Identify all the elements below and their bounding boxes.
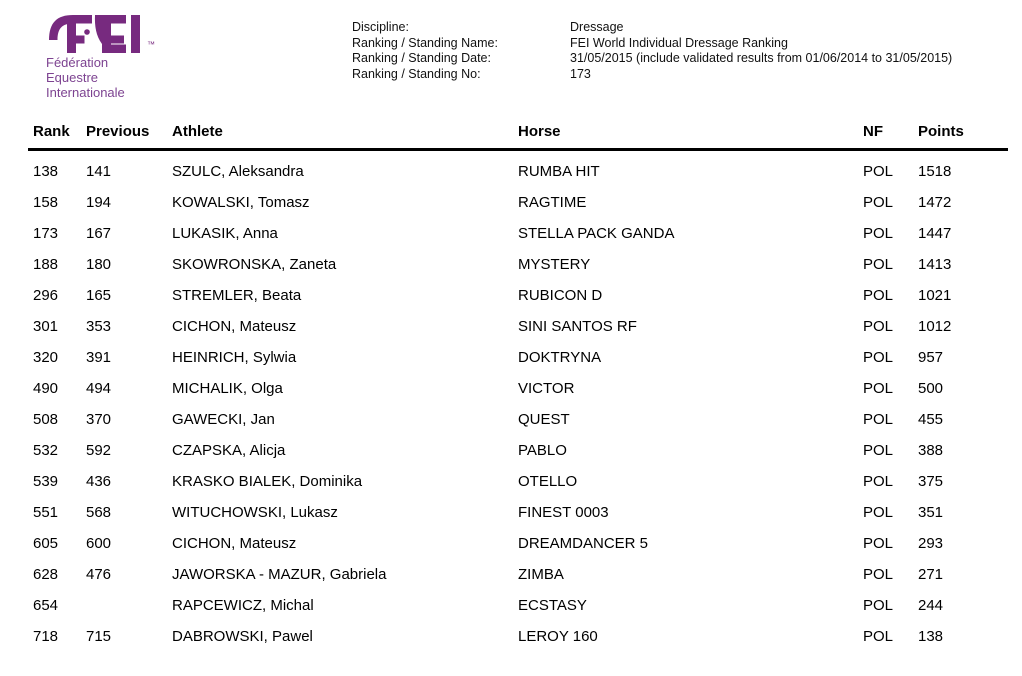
cell-horse: ECSTASY xyxy=(518,597,587,614)
org-name-line: Internationale xyxy=(46,85,125,100)
cell-previous: 167 xyxy=(86,225,112,242)
cell-points: 375 xyxy=(918,473,944,490)
cell-nf: POL xyxy=(863,597,894,614)
table-row xyxy=(28,342,1008,373)
fei-wordmark-icon xyxy=(46,10,146,54)
cell-horse: RUMBA HIT xyxy=(518,163,600,180)
cell-athlete: GAWECKI, Jan xyxy=(172,411,275,428)
cell-nf: POL xyxy=(863,535,894,552)
table-row xyxy=(28,218,1008,249)
info-label-discipline: Discipline: xyxy=(352,20,409,34)
cell-points: 1012 xyxy=(918,318,952,335)
cell-horse: QUEST xyxy=(518,411,570,428)
cell-nf: POL xyxy=(863,628,894,645)
cell-athlete: RAPCEWICZ, Michal xyxy=(172,597,314,614)
cell-rank: 532 xyxy=(33,442,59,459)
cell-nf: POL xyxy=(863,566,894,583)
cell-previous: 141 xyxy=(86,163,112,180)
fei-org-name xyxy=(46,55,206,100)
column-header-rank: Rank xyxy=(33,123,70,140)
column-header-athlete: Athlete xyxy=(172,123,223,140)
cell-athlete: DABROWSKI, Pawel xyxy=(172,628,313,645)
cell-points: 293 xyxy=(918,535,944,552)
cell-points: 1413 xyxy=(918,256,952,273)
info-value-ranking-no: 173 xyxy=(570,67,591,82)
cell-athlete: SKOWRONSKA, Zaneta xyxy=(172,256,337,273)
cell-previous: 370 xyxy=(86,411,112,428)
column-header-nf: NF xyxy=(863,123,883,140)
cell-rank: 188 xyxy=(33,256,59,273)
org-name-line: Fédération xyxy=(46,55,109,70)
cell-nf: POL xyxy=(863,442,894,459)
table-row xyxy=(28,280,1008,311)
cell-points: 388 xyxy=(918,442,944,459)
table-row xyxy=(28,621,1008,652)
cell-points: 1472 xyxy=(918,194,952,211)
cell-rank: 628 xyxy=(33,566,59,583)
ranking-info xyxy=(352,20,952,83)
cell-rank: 301 xyxy=(33,318,59,335)
cell-previous: 592 xyxy=(86,442,112,459)
cell-points: 1518 xyxy=(918,163,952,180)
cell-previous: 436 xyxy=(86,473,112,490)
cell-rank: 539 xyxy=(33,473,59,490)
table-row xyxy=(28,249,1008,280)
cell-previous: 476 xyxy=(86,566,112,583)
cell-previous: 600 xyxy=(86,535,112,552)
cell-nf: POL xyxy=(863,163,894,180)
cell-points: 1447 xyxy=(918,225,952,242)
cell-athlete: CZAPSKA, Alicja xyxy=(172,442,286,459)
table-header-row xyxy=(28,118,1008,148)
cell-previous: 180 xyxy=(86,256,112,273)
cell-points: 500 xyxy=(918,380,944,397)
cell-rank: 296 xyxy=(33,287,59,304)
table-row xyxy=(28,373,1008,404)
cell-athlete: KOWALSKI, Tomasz xyxy=(172,194,310,211)
info-value-discipline: Dressage xyxy=(570,20,624,34)
cell-rank: 508 xyxy=(33,411,59,428)
column-header-points: Points xyxy=(918,123,964,140)
cell-horse: DOKTRYNA xyxy=(518,349,602,366)
cell-nf: POL xyxy=(863,349,894,366)
cell-nf: POL xyxy=(863,194,894,211)
cell-nf: POL xyxy=(863,473,894,490)
cell-athlete: KRASKO BIALEK, Dominika xyxy=(172,473,363,490)
cell-points: 1021 xyxy=(918,287,952,304)
table-row xyxy=(28,559,1008,590)
cell-rank: 320 xyxy=(33,349,59,366)
cell-rank: 654 xyxy=(33,597,59,614)
cell-horse: MYSTERY xyxy=(518,256,591,273)
ranking-table xyxy=(28,118,1008,652)
cell-previous: 165 xyxy=(86,287,112,304)
info-label-ranking-date: Ranking / Standing Date: xyxy=(352,51,491,66)
cell-points: 138 xyxy=(918,628,944,645)
cell-previous: 494 xyxy=(86,380,112,397)
column-header-previous: Previous xyxy=(86,123,150,140)
cell-rank: 551 xyxy=(33,504,59,521)
cell-horse: SINI SANTOS RF xyxy=(518,318,637,335)
column-header-horse: Horse xyxy=(518,123,561,140)
cell-athlete: CICHON, Mateusz xyxy=(172,535,297,552)
table-row xyxy=(28,156,1008,187)
cell-nf: POL xyxy=(863,318,894,335)
table-row xyxy=(28,466,1008,497)
cell-horse: DREAMDANCER 5 xyxy=(518,535,649,552)
cell-nf: POL xyxy=(863,225,894,242)
info-label-ranking-no: Ranking / Standing No: xyxy=(352,67,481,82)
cell-athlete: HEINRICH, Sylwia xyxy=(172,349,297,366)
cell-rank: 138 xyxy=(33,163,59,180)
cell-horse: RUBICON D xyxy=(518,287,603,304)
table-row xyxy=(28,311,1008,342)
cell-nf: POL xyxy=(863,287,894,304)
cell-horse: STELLA PACK GANDA xyxy=(518,225,675,242)
cell-athlete: CICHON, Mateusz xyxy=(172,318,297,335)
cell-nf: POL xyxy=(863,256,894,273)
info-value-ranking-date: 31/05/2015 (include validated results from 01/06/2014 to 31/05/2015) xyxy=(570,51,953,66)
cell-horse: PABLO xyxy=(518,442,567,459)
cell-rank: 490 xyxy=(33,380,59,397)
fei-logo xyxy=(46,10,206,100)
cell-rank: 605 xyxy=(33,535,59,552)
table-row xyxy=(28,528,1008,559)
table-row xyxy=(28,497,1008,528)
trademark-symbol: ™ xyxy=(147,40,155,49)
cell-athlete: JAWORSKA - MAZUR, Gabriela xyxy=(172,566,387,583)
info-label-ranking-name: Ranking / Standing Name: xyxy=(352,35,498,50)
cell-horse: ZIMBA xyxy=(518,566,564,583)
cell-points: 244 xyxy=(918,597,944,614)
table-row xyxy=(28,590,1008,621)
cell-previous: 715 xyxy=(86,628,112,645)
cell-previous: 391 xyxy=(86,349,112,366)
cell-nf: POL xyxy=(863,504,894,521)
cell-rank: 158 xyxy=(33,194,59,211)
cell-horse: VICTOR xyxy=(518,380,575,397)
cell-points: 455 xyxy=(918,411,944,428)
org-name-line: Equestre xyxy=(46,70,99,85)
cell-nf: POL xyxy=(863,411,894,428)
cell-athlete: LUKASIK, Anna xyxy=(172,225,278,242)
table-body xyxy=(28,151,1008,652)
cell-athlete: WITUCHOWSKI, Lukasz xyxy=(172,504,338,521)
cell-previous: 568 xyxy=(86,504,112,521)
cell-previous: 194 xyxy=(86,194,112,211)
cell-horse: OTELLO xyxy=(518,473,578,490)
cell-rank: 173 xyxy=(33,225,59,242)
cell-horse: LEROY 160 xyxy=(518,628,598,645)
cell-rank: 718 xyxy=(33,628,59,645)
table-row xyxy=(28,435,1008,466)
cell-horse: RAGTIME xyxy=(518,194,587,211)
table-row xyxy=(28,187,1008,218)
table-row xyxy=(28,404,1008,435)
cell-points: 351 xyxy=(918,504,944,521)
cell-athlete: MICHALIK, Olga xyxy=(172,380,283,397)
cell-previous: 353 xyxy=(86,318,112,335)
cell-points: 271 xyxy=(918,566,944,583)
cell-nf: POL xyxy=(863,380,894,397)
cell-athlete: STREMLER, Beata xyxy=(172,287,302,304)
cell-athlete: SZULC, Aleksandra xyxy=(172,163,304,180)
cell-points: 957 xyxy=(918,349,944,366)
info-value-ranking-name: FEI World Individual Dressage Ranking xyxy=(570,35,788,50)
cell-horse: FINEST 0003 xyxy=(518,504,609,521)
